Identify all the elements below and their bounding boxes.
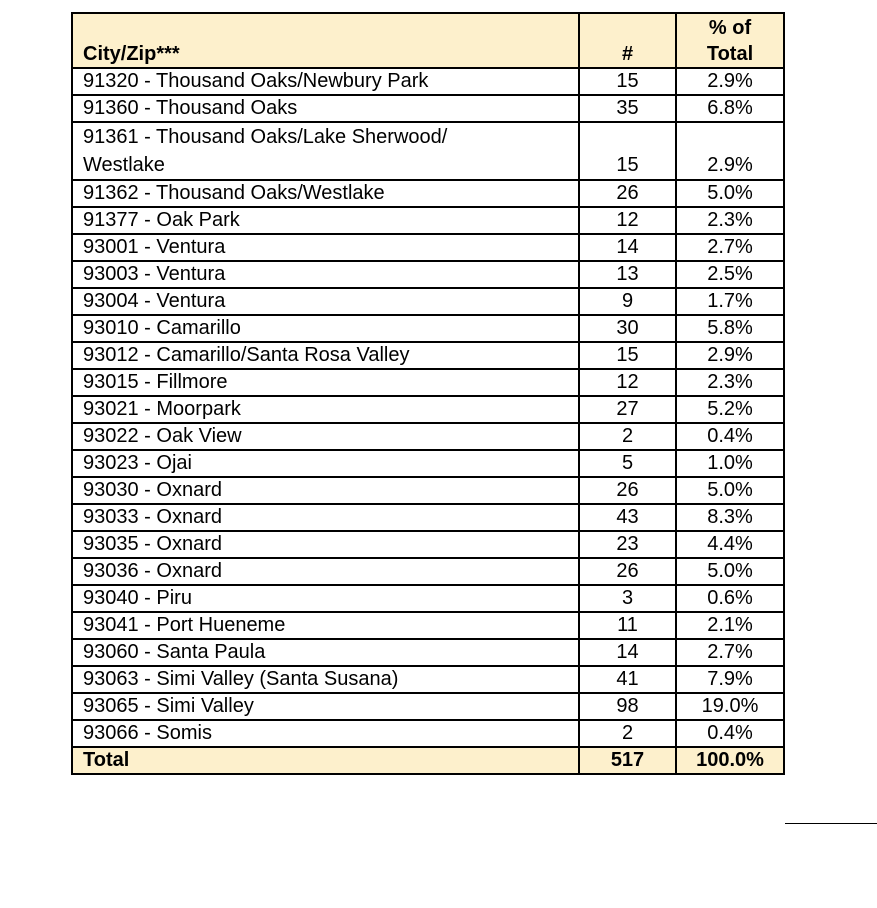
table-row	[72, 396, 784, 423]
row-percent: 5.0%	[676, 477, 784, 504]
row-percent: 2.7%	[676, 234, 784, 261]
row-percent: 19.0%	[676, 693, 784, 720]
row-city: 93035 - Oxnard	[72, 531, 579, 558]
row-count: 3	[579, 585, 676, 612]
row-count: 15	[579, 68, 676, 95]
row-city: 93033 - Oxnard	[72, 504, 579, 531]
table-row	[72, 504, 784, 531]
row-count: 9	[579, 288, 676, 315]
row-city: 91360 - Thousand Oaks	[72, 95, 579, 122]
row-percent: 7.9%	[676, 666, 784, 693]
table-row	[72, 122, 784, 180]
table-row	[72, 207, 784, 234]
row-percent: 2.1%	[676, 612, 784, 639]
row-count: 30	[579, 315, 676, 342]
row-city: 93022 - Oak View	[72, 423, 579, 450]
table-row	[72, 342, 784, 369]
header-percent-line1: % of	[708, 17, 752, 39]
row-city-line2: Westlake	[83, 154, 165, 176]
row-percent: 5.8%	[676, 315, 784, 342]
row-percent: 0.4%	[676, 423, 784, 450]
table-row	[72, 477, 784, 504]
row-city: 93001 - Ventura	[72, 234, 579, 261]
table-row	[72, 720, 784, 747]
row-count: 35	[579, 95, 676, 122]
row-city: 93015 - Fillmore	[72, 369, 579, 396]
row-count: 27	[579, 396, 676, 423]
row-city: 93030 - Oxnard	[72, 477, 579, 504]
row-city: 93036 - Oxnard	[72, 558, 579, 585]
row-count: 41	[579, 666, 676, 693]
row-percent: 4.4%	[676, 531, 784, 558]
table-row	[72, 450, 784, 477]
row-city: 93023 - Ojai	[72, 450, 579, 477]
row-count: 5	[579, 450, 676, 477]
table-row	[72, 95, 784, 122]
row-count: 26	[579, 477, 676, 504]
row-percent: 2.3%	[676, 207, 784, 234]
row-city: 91377 - Oak Park	[72, 207, 579, 234]
row-percent: 2.9%	[676, 342, 784, 369]
row-percent: 1.7%	[676, 288, 784, 315]
row-city: 93021 - Moorpark	[72, 396, 579, 423]
divider-line	[785, 823, 877, 824]
row-city: 93010 - Camarillo	[72, 315, 579, 342]
row-percent: 2.5%	[676, 261, 784, 288]
table-row	[72, 693, 784, 720]
row-city: 93004 - Ventura	[72, 288, 579, 315]
header-percent	[676, 13, 784, 68]
table-row	[72, 612, 784, 639]
row-percent: 1.0%	[676, 450, 784, 477]
row-count: 2	[579, 423, 676, 450]
total-label: Total	[72, 747, 579, 774]
row-percent: 5.0%	[676, 180, 784, 207]
row-percent: 2.3%	[676, 369, 784, 396]
row-city: 93041 - Port Hueneme	[72, 612, 579, 639]
row-count: 12	[579, 369, 676, 396]
table-row	[72, 666, 784, 693]
total-percent: 100.0%	[676, 747, 784, 774]
table-row	[72, 585, 784, 612]
table-row	[72, 68, 784, 95]
row-count: 43	[579, 504, 676, 531]
row-city: 93066 - Somis	[72, 720, 579, 747]
row-count: 26	[579, 180, 676, 207]
row-percent: 2.9%	[676, 122, 784, 180]
row-city: 93063 - Simi Valley (Santa Susana)	[72, 666, 579, 693]
row-percent: 2.9%	[676, 68, 784, 95]
row-count: 2	[579, 720, 676, 747]
row-city: 91320 - Thousand Oaks/Newbury Park	[72, 68, 579, 95]
row-percent: 5.2%	[676, 396, 784, 423]
row-count: 14	[579, 639, 676, 666]
row-percent: 0.4%	[676, 720, 784, 747]
header-city-zip: City/Zip***	[72, 13, 579, 68]
row-count: 23	[579, 531, 676, 558]
row-count: 26	[579, 558, 676, 585]
row-count: 14	[579, 234, 676, 261]
table-row	[72, 531, 784, 558]
row-percent: 5.0%	[676, 558, 784, 585]
table-row	[72, 558, 784, 585]
total-count: 517	[579, 747, 676, 774]
table-row	[72, 288, 784, 315]
table-row	[72, 261, 784, 288]
row-percent: 6.8%	[676, 95, 784, 122]
row-percent: 8.3%	[676, 504, 784, 531]
row-city: 93065 - Simi Valley	[72, 693, 579, 720]
row-city: 91362 - Thousand Oaks/Westlake	[72, 180, 579, 207]
row-count: 12	[579, 207, 676, 234]
row-city: 93060 - Santa Paula	[72, 639, 579, 666]
total-row	[72, 747, 784, 774]
header-percent-line2: Total	[706, 43, 754, 65]
table-row	[72, 639, 784, 666]
row-count: 15	[579, 122, 676, 180]
row-city	[72, 122, 579, 180]
row-percent: 2.7%	[676, 639, 784, 666]
row-count: 98	[579, 693, 676, 720]
row-count: 11	[579, 612, 676, 639]
row-city: 93040 - Piru	[72, 585, 579, 612]
row-count: 13	[579, 261, 676, 288]
row-city: 93012 - Camarillo/Santa Rosa Valley	[72, 342, 579, 369]
row-city: 93003 - Ventura	[72, 261, 579, 288]
zip-code-table	[71, 12, 785, 775]
header-count: #	[579, 13, 676, 68]
table-row	[72, 369, 784, 396]
table-header-row	[72, 13, 784, 68]
row-percent: 0.6%	[676, 585, 784, 612]
table-row	[72, 315, 784, 342]
row-count: 15	[579, 342, 676, 369]
table-row	[72, 234, 784, 261]
row-city-line1: 91361 - Thousand Oaks/Lake Sherwood/	[83, 126, 448, 148]
table-row	[72, 423, 784, 450]
table-row	[72, 180, 784, 207]
